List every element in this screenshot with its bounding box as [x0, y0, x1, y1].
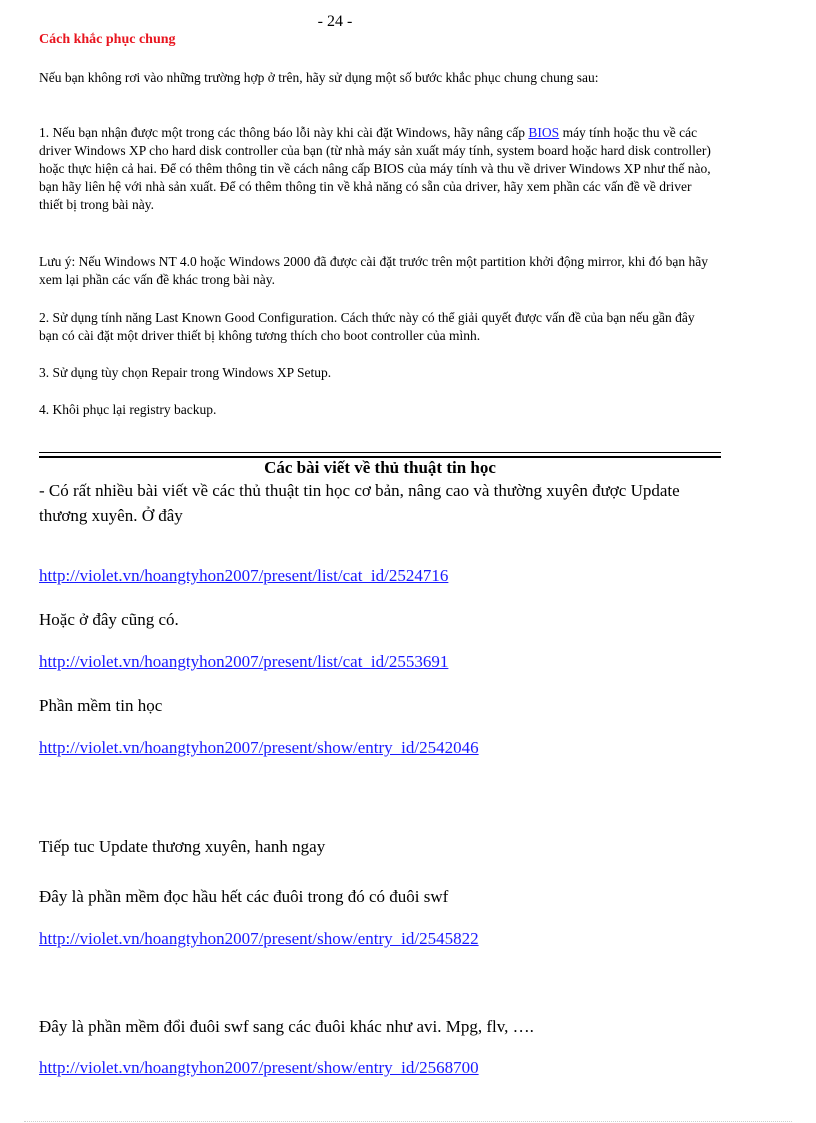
link-entry-2568700[interactable]: http://violet.vn/hoangtyhon2007/present/show/entry_id/2568700 — [39, 1058, 479, 1077]
link-entry-2545822[interactable]: http://violet.vn/hoangtyhon2007/present/show/entry_id/2545822 — [39, 929, 479, 948]
articles-intro: - Có rất nhiều bài viết về các thủ thuật tin học cơ bản, nâng cao và thường xuyên được Update thương xuyên. Ở đây — [39, 481, 680, 525]
step3-paragraph: 3. Sử dụng tùy chọn Repair trong Windows XP Setup. — [39, 365, 332, 380]
converter-software-text: Đây là phần mềm đổi đuôi swf sang các đuôi khác như avi. Mpg, flv, …. — [39, 1017, 534, 1036]
divider-thin — [39, 452, 721, 453]
page-number: - 24 - — [317, 13, 353, 30]
section-heading: Cách khắc phục chung — [39, 32, 176, 47]
bios-link[interactable]: BIOS — [528, 125, 560, 140]
note-paragraph: Lưu ý: Nếu Windows NT 4.0 hoặc Windows 2000 đã được cài đặt trước trên một partition khởi động mirror, khi đó bạn hãy xem lại phần các vấn đề khác trong bài này. — [39, 254, 709, 287]
page-bottom-divider — [24, 1121, 792, 1122]
intro-paragraph: Nếu bạn không rơi vào những trường hợp ở trên, hãy sử dụng một số bước khắc phục chung chung sau: — [39, 70, 599, 85]
articles-title: Các bài viết về thủ thuật tin học — [264, 458, 496, 477]
or-here-text: Hoặc ở đây cũng có. — [39, 610, 179, 629]
reader-software-text: Đây là phần mềm đọc hầu hết các đuôi trong đó có đuôi swf — [39, 887, 449, 906]
step2-paragraph: 2. Sử dụng tính năng Last Known Good Configuration. Cách thức này có thể giải quyết được vấn đề của bạn nếu gần đây bạn có cài đặt một driver thiết bị không tương thích cho boot controller của mình. — [39, 310, 695, 343]
continue-update-text: Tiếp tuc Update thương xuyên, hanh ngay — [39, 837, 326, 856]
step1-paragraph — [39, 124, 717, 214]
step4-paragraph: 4. Khôi phục lại registry backup. — [39, 402, 217, 417]
software-label: Phần mềm tin học — [39, 696, 163, 715]
link-entry-2542046[interactable]: http://violet.vn/hoangtyhon2007/present/show/entry_id/2542046 — [39, 738, 479, 757]
step1-text-start: 1. Nếu bạn nhận được một trong các thông báo lỗi này khi cài đặt Windows, hãy nâng cấp — [39, 125, 529, 140]
link-cat-2553691[interactable]: http://violet.vn/hoangtyhon2007/present/list/cat_id/2553691 — [39, 652, 449, 671]
step1-text-end: máy tính hoặc thu về các driver Windows XP cho hard disk controller của bạn (từ nhà máy sản xuất máy tính, system board hoặc hard disk controller) hoặc thực hiện cả hai. Để có thêm thông tin về cách nâng cấp BIOS của máy tính và thu về driver Windows XP như thế nào, bạn hãy liên hệ với nhà sản xuất. Để có thêm thông tin về khả năng có sẵn của driver, hãy xem phần các vấn đề về driver thiết bị trong bài này. — [39, 125, 711, 212]
link-cat-2524716[interactable]: http://violet.vn/hoangtyhon2007/present/list/cat_id/2524716 — [39, 566, 449, 585]
